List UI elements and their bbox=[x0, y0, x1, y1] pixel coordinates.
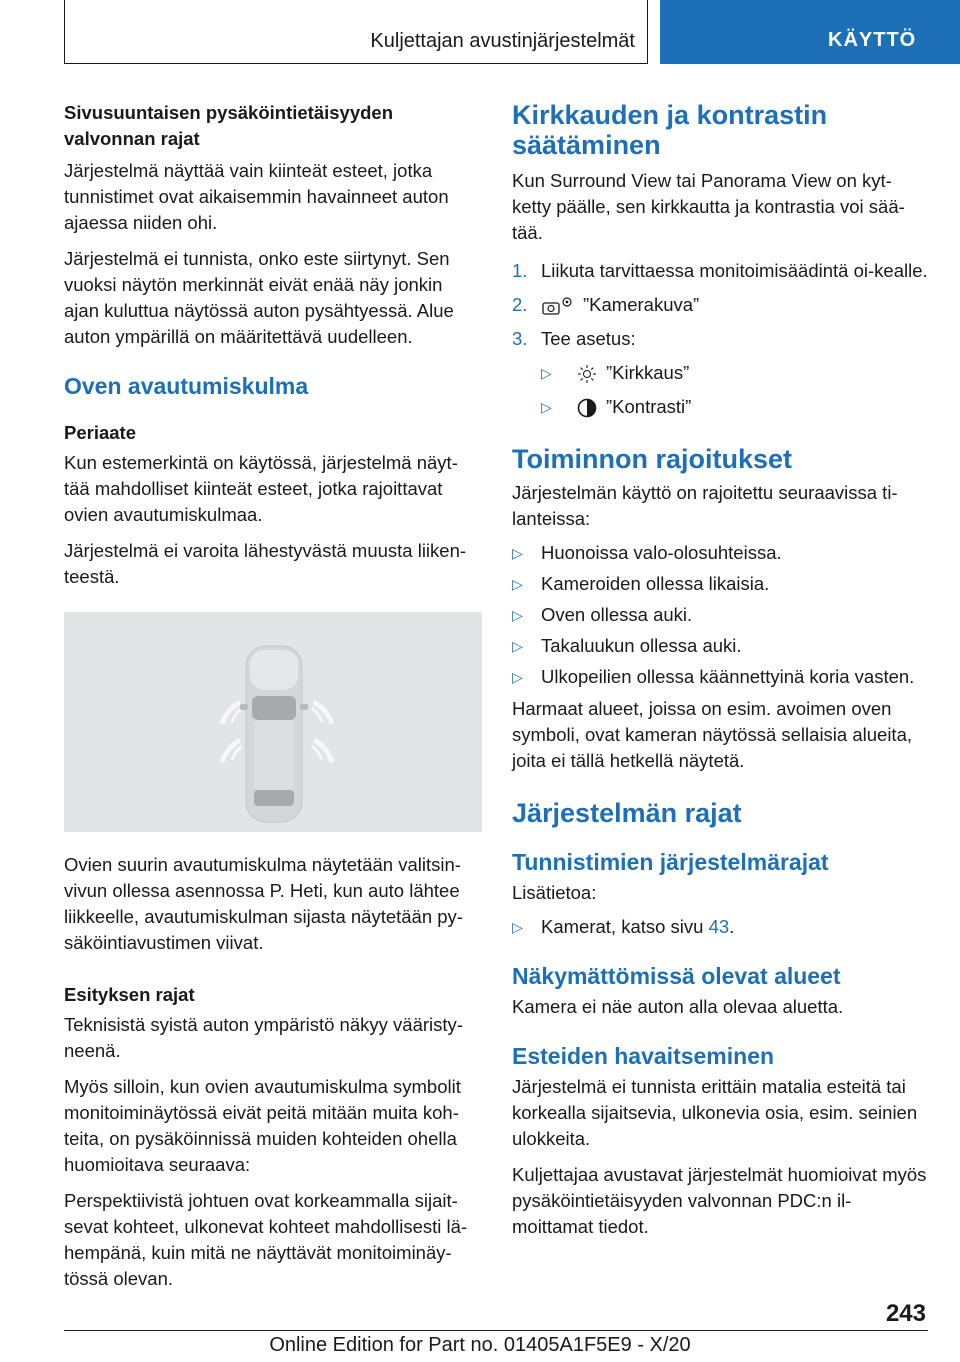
limitations-list bbox=[512, 540, 930, 690]
heading-brightness: Kirkkauden ja kontrastin säätäminen bbox=[512, 100, 828, 160]
footer-divider bbox=[64, 1330, 928, 1331]
list-item bbox=[512, 602, 930, 628]
page-number: 243 bbox=[885, 1300, 926, 1327]
contrast-icon bbox=[576, 397, 598, 419]
list-item-text-end: . bbox=[729, 916, 735, 937]
heading-side-limits: Sivusuuntaisen pysäköintietäisyyden valvonnan rajat bbox=[64, 102, 393, 149]
paragraph: Järjestelmä ei tunnista, onko este siirtynyt. Sen vuoksi näytön merkinnät eivät enää näy jonkin ajan kuluttua näytössä auton pysähtyessä. Alue auton ympärillä on määritettävä uudelleen. bbox=[64, 248, 454, 347]
paragraph: Kun Surround View tai Panorama View on kyt-ketty päälle, sen kirkkautta ja kontrastia voi sää-tää. bbox=[512, 170, 905, 243]
list-item bbox=[512, 571, 930, 597]
sub-item-brightness bbox=[512, 360, 930, 386]
triangle-bullet-icon: ▷ bbox=[512, 638, 523, 654]
paragraph: Perspektiivistä johtuen ovat korkeammalla sijait-sevat kohteet, ulkonevat kohteet mahdollisesti lä-hempänä, kuin mitä ne näyttävät monitoiminäy-tössä olevan. bbox=[64, 1190, 468, 1289]
heading-principle: Periaate bbox=[64, 422, 136, 443]
step-text: Tee asetus: bbox=[541, 328, 636, 349]
list-item-text: Takaluukun ollessa auki. bbox=[541, 635, 742, 656]
step-number: 2. bbox=[512, 294, 528, 315]
heading-system-limits: Järjestelmän rajat bbox=[512, 798, 742, 828]
car-door-angle-figure bbox=[64, 612, 482, 832]
step-number: 1. bbox=[512, 260, 528, 281]
list-item-text: Huonoissa valo-olosuhteissa. bbox=[541, 542, 782, 563]
step-text: ”Kamerakuva” bbox=[583, 294, 700, 315]
list-item bbox=[512, 664, 930, 690]
heading-obstacle-detection: Esteiden havaitseminen bbox=[512, 1043, 775, 1069]
paragraph: Kuljettajaa avustavat järjestelmät huomioivat myös pysäköintietäisyyden valvonnan PDC:n il-moittamat tiedot. bbox=[512, 1164, 927, 1237]
list-item bbox=[512, 633, 930, 659]
sub-item-contrast bbox=[512, 394, 930, 420]
paragraph: Kamera ei näe auton alla olevaa aluetta. bbox=[512, 996, 844, 1017]
list-item bbox=[512, 914, 930, 940]
step-text: Liikuta tarvittaessa monitoimisäädintä oi-kealle. bbox=[541, 260, 928, 281]
paragraph: Järjestelmä ei varoita lähestyvästä muusta liiken-teestä. bbox=[64, 540, 467, 587]
list-item-text: Oven ollessa auki. bbox=[541, 604, 693, 625]
step-number: 3. bbox=[512, 328, 528, 349]
triangle-bullet-icon: ▷ bbox=[512, 576, 523, 592]
paragraph: Teknisistä syistä auton ympäristö näkyy vääristy-neenä. bbox=[64, 1014, 463, 1061]
step-item bbox=[512, 292, 930, 318]
paragraph: Myös silloin, kun ovien avautumiskulma symbolit monitoiminäytössä eivät peitä mitään muita koh-teita, on pysäköinnissä muiden kohteiden ohella huomioitava seuraava: bbox=[64, 1076, 461, 1175]
chapter-tab-label: KÄYTTÖ bbox=[828, 29, 917, 51]
heading-display-limits: Esityksen rajat bbox=[64, 984, 195, 1005]
page-link[interactable]: 43 bbox=[708, 916, 730, 937]
triangle-bullet-icon: ▷ bbox=[512, 669, 523, 685]
list-item bbox=[512, 540, 930, 566]
sub-item-text: ”Kirkkaus” bbox=[606, 362, 690, 383]
paragraph: Järjestelmä ei tunnista erittäin matalia esteitä tai korkealla sijaitsevia, ulkonevia osia, esim. seinien ulokkeita. bbox=[512, 1076, 918, 1149]
list-item-text: Ulkopeilien ollessa käännettyinä koria vasten. bbox=[541, 666, 915, 687]
list-item-text: Kameroiden ollessa likaisia. bbox=[541, 573, 770, 594]
triangle-bullet-icon: ▷ bbox=[541, 365, 552, 381]
paragraph: Järjestelmän käyttö on rajoitettu seuraavissa ti-lanteissa: bbox=[512, 482, 898, 529]
paragraph: Lisätietoa: bbox=[512, 882, 597, 903]
triangle-bullet-icon: ▷ bbox=[512, 545, 523, 561]
right-column bbox=[512, 100, 930, 1240]
triangle-bullet-icon: ▷ bbox=[541, 399, 552, 415]
step-item bbox=[512, 326, 930, 352]
camera-settings-icon bbox=[541, 295, 575, 317]
sub-item-text: ”Kontrasti” bbox=[606, 396, 692, 417]
paragraph: Harmaat alueet, joissa on esim. avoimen oven symboli, ovat kameran näytössä sellaisia alueita, joita ei tällä hetkellä näytetä. bbox=[512, 698, 912, 771]
heading-invisible-areas: Näkymättömissä olevat alueet bbox=[512, 963, 841, 989]
edition-footer: Online Edition for Part no. 01405A1F5E9 - X/20 bbox=[269, 1334, 691, 1356]
list-item-text: Kamerat, katso sivu bbox=[541, 916, 709, 937]
step-item bbox=[512, 258, 930, 284]
triangle-bullet-icon: ▷ bbox=[512, 919, 523, 935]
paragraph: Järjestelmä näyttää vain kiinteät esteet, jotka tunnistimet ovat aikaisemmin havainneet auton ajaessa niiden ohi. bbox=[64, 160, 449, 233]
header-box bbox=[64, 0, 648, 64]
left-column bbox=[64, 100, 482, 1292]
triangle-bullet-icon: ▷ bbox=[512, 607, 523, 623]
steps-list bbox=[512, 258, 930, 420]
heading-door-angle: Oven avautumiskulma bbox=[64, 373, 309, 399]
paragraph: Kun estemerkintä on käytössä, järjestelmä näyt-tää mahdolliset kiinteät esteet, jotka rajoittavat ovien avautumiskulmaa. bbox=[64, 452, 458, 525]
chapter-tab[interactable] bbox=[660, 0, 960, 64]
brightness-sun-icon bbox=[576, 363, 598, 385]
heading-sensor-limits: Tunnistimien järjestelmärajat bbox=[512, 849, 829, 875]
heading-limitations: Toiminnon rajoitukset bbox=[512, 444, 793, 474]
car-top-view-icon bbox=[64, 612, 482, 832]
section-title: Kuljettajan avustinjärjestelmät bbox=[370, 30, 635, 52]
paragraph: Ovien suurin avautumiskulma näytetään valitsin-vivun ollessa asennossa P. Heti, kun auto lähtee liikkeelle, avautumiskulman sijasta näytetään py-säköintiavustimen viivat. bbox=[64, 854, 463, 953]
